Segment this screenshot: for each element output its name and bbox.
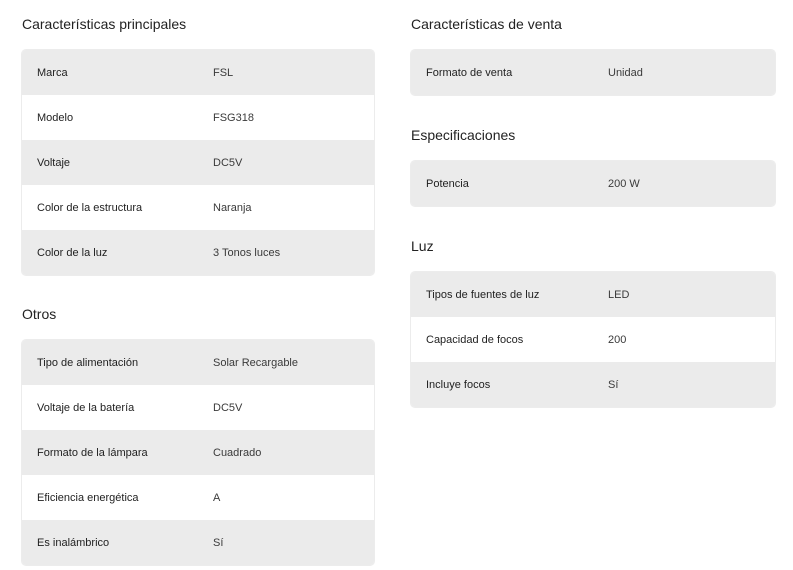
table-row <box>22 520 374 565</box>
table-row <box>411 50 775 95</box>
spec-value: Sí <box>213 536 224 549</box>
spec-key: Formato de la lámpara <box>37 446 148 459</box>
spec-value: Naranja <box>213 201 252 214</box>
spec-value: Solar Recargable <box>213 356 298 369</box>
table-row <box>22 340 374 385</box>
table-row <box>22 385 374 430</box>
spec-value: 200 <box>608 333 627 346</box>
spec-key: Voltaje de la batería <box>37 401 135 414</box>
spec-table-specifications <box>411 161 775 206</box>
spec-key: Es inalámbrico <box>37 536 110 549</box>
table-row <box>22 230 374 275</box>
section-title-main-features: Características principales <box>22 16 187 32</box>
spec-value: LED <box>608 288 630 301</box>
spec-value: DC5V <box>213 401 243 414</box>
section-title-specifications: Especificaciones <box>411 127 516 143</box>
table-row <box>411 161 775 206</box>
spec-key: Incluye focos <box>426 378 491 391</box>
spec-value: 3 Tonos luces <box>213 246 281 259</box>
spec-key: Capacidad de focos <box>426 333 524 346</box>
spec-value: FSL <box>213 66 234 79</box>
spec-value: 200 W <box>608 177 640 190</box>
spec-key: Tipos de fuentes de luz <box>426 288 540 301</box>
spec-key: Marca <box>37 66 68 79</box>
spec-key: Potencia <box>426 177 469 190</box>
table-row <box>22 140 374 185</box>
spec-value: Unidad <box>608 66 643 79</box>
spec-key: Color de la estructura <box>37 201 143 214</box>
spec-table-main-features <box>22 50 374 275</box>
spec-key: Voltaje <box>37 156 71 169</box>
table-row <box>22 430 374 475</box>
table-row <box>22 95 374 140</box>
table-row <box>411 272 775 317</box>
spec-value: Sí <box>608 378 619 391</box>
spec-table-others <box>22 340 374 565</box>
spec-table-sale-features <box>411 50 775 95</box>
spec-value: DC5V <box>213 156 243 169</box>
spec-value: Cuadrado <box>213 446 262 459</box>
table-row <box>411 362 775 407</box>
spec-key: Color de la luz <box>37 246 108 259</box>
spec-table-light <box>411 272 775 407</box>
table-row <box>22 475 374 520</box>
spec-value: A <box>213 491 221 504</box>
spec-key: Tipo de alimentación <box>37 356 139 369</box>
table-row <box>411 317 775 362</box>
section-title-light: Luz <box>411 238 434 254</box>
spec-key: Eficiencia energética <box>37 491 139 504</box>
spec-key: Formato de venta <box>426 66 513 79</box>
table-row <box>22 50 374 95</box>
table-row <box>22 185 374 230</box>
section-title-sale-features: Características de venta <box>411 16 562 32</box>
spec-value: FSG318 <box>213 111 254 124</box>
section-title-others: Otros <box>22 306 57 322</box>
spec-key: Modelo <box>37 111 74 124</box>
